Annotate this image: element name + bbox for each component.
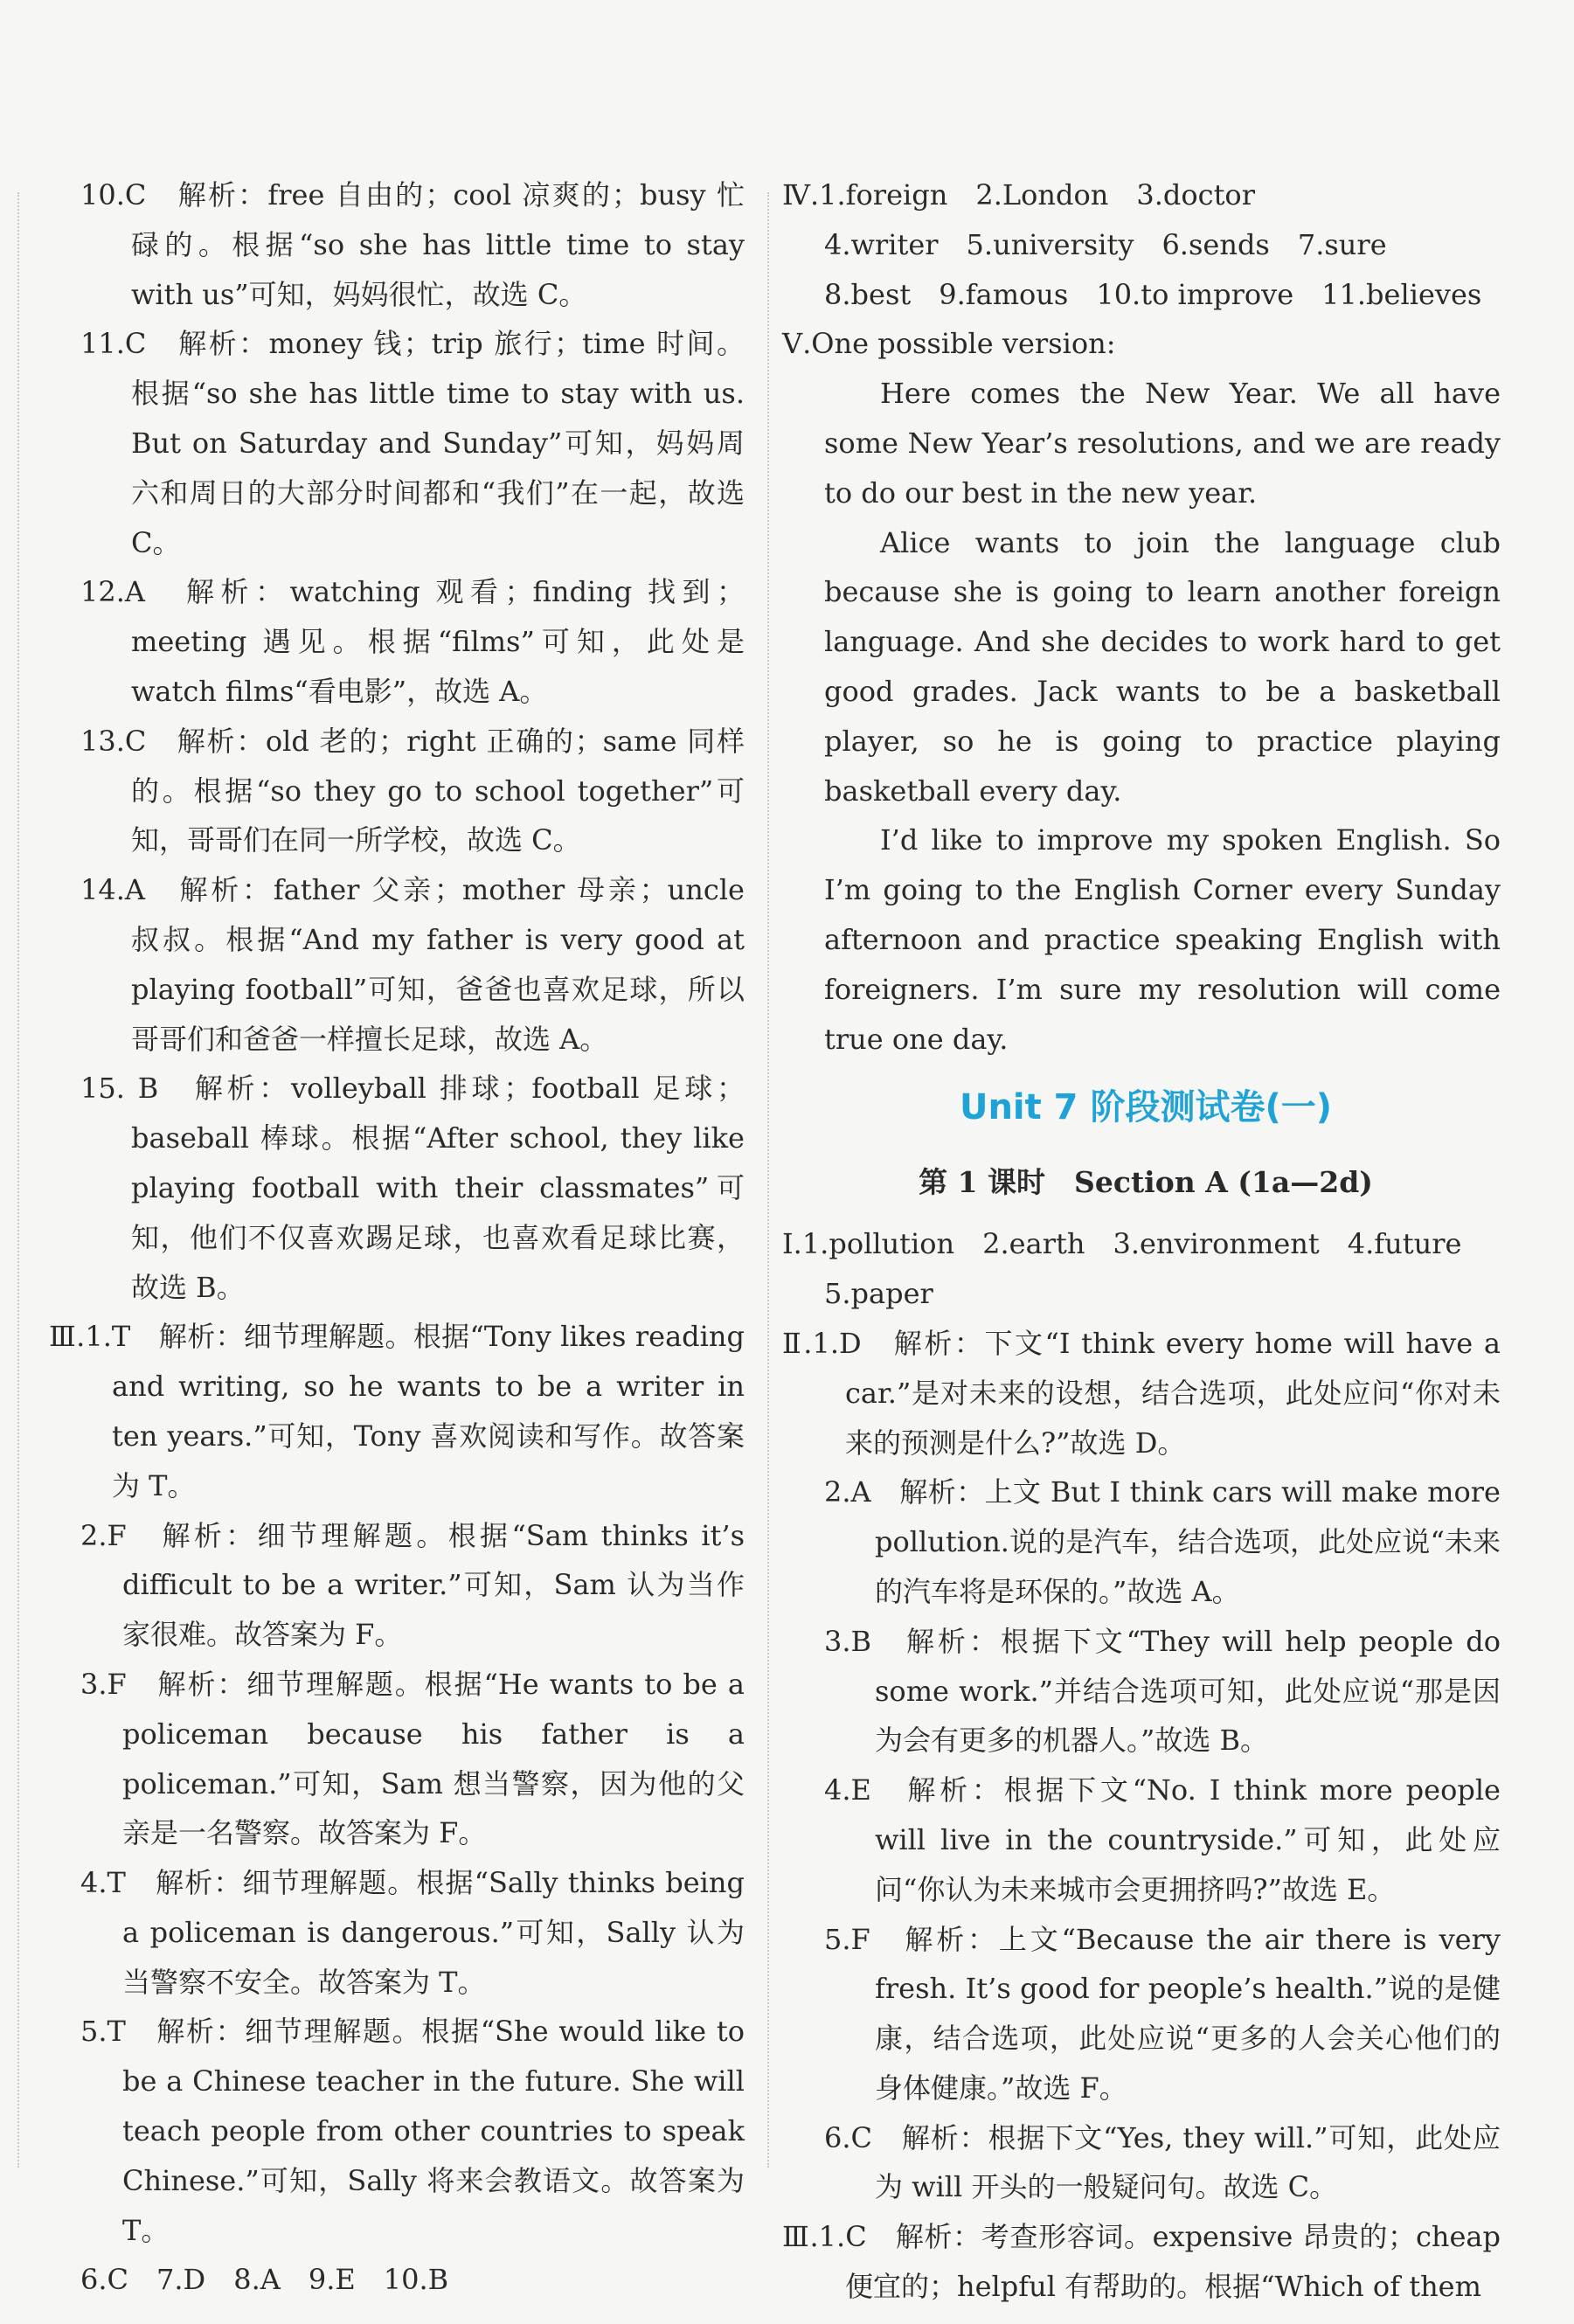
right-column (782, 170, 1501, 2312)
answer-item: Ⅲ.1.T 解析：细节理解题。根据“Tony likes reading and writing, so he wants to be a writer in ten years.”可知，Tony 喜欢阅读和写作。故答案为 T。 (49, 1320, 745, 1502)
answer-item: 3.B 解析：根据下文“They will help people do some work.”并结合选项可知，此处应说“那是因为会有更多的机器人。”故选 B。 (824, 1624, 1501, 1758)
answer-list: 4.writer 5.university 6.sends 7.sure (824, 227, 1387, 261)
lesson-title: 第 1 课时 Section A (1a—2d) (919, 1165, 1373, 1200)
answer-item: 10.C 解析：free 自由的；cool 凉爽的；busy 忙碌的。根据“so she has little time to stay with us”可知，妈妈很忙，故选 C。 (80, 178, 745, 311)
answer-list: Ⅰ.1.pollution 2.earth 3.environment 4.future (782, 1227, 1462, 1261)
essay-paragraph: I’d like to improve my spoken English. So I’m going to the English Corner every Sunday afternoon and practice speaking English with foreigners. I’m sure my resolution will come true one day. (824, 823, 1501, 1056)
answer-item: 15. B 解析：volleyball 排球；football 足球；baseball 棒球。根据“After school, they like playing football with their classmates”可知，他们不仅喜欢踢足球，也喜欢看足球比赛，故选 B。 (80, 1072, 745, 1304)
answer-list: 8.best 9.famous 10.to improve 11.believes (824, 277, 1482, 311)
answer-item: Ⅲ.1.C 解析：考查形容词。expensive 昂贵的；cheap 便宜的；helpful 有帮助的。根据“Which of them (782, 2220, 1501, 2304)
essay-paragraph: Alice wants to join the language club because she is going to learn another foreign language. And she decides to work hard to get good grades. Jack wants to be a basketball player, so he is going to practice playing basketball every day. (824, 525, 1501, 808)
answer-item: 2.F 解析：细节理解题。根据“Sam thinks it’s difficult to be a writer.”可知，Sam 认为当作家很难。故答案为 F。 (80, 1518, 745, 1652)
column-divider (767, 192, 769, 2168)
answer-item: 4.T 解析：细节理解题。根据“Sally thinks being a policeman is dangerous.”可知，Sally 认为当警察不安全。故答案为 T。 (80, 1866, 745, 1999)
answer-item: 11.C 解析：money 钱；trip 旅行；time 时间。根据“so she has little time to stay with us. But on Saturday and Sunday”可知，妈妈周六和周日的大部分时间都和“我们”在一起，故选 C。 (80, 327, 745, 559)
answer-list: 6.C 7.D 8.A 9.E 10.B (80, 2263, 449, 2297)
answer-list: 5.paper (824, 1277, 933, 1311)
answer-item: 3.F 解析：细节理解题。根据“He wants to be a policeman because his father is a policeman.”可知，Sam 想当警察，因为他的父亲是一名警察。故答案为 F。 (80, 1667, 745, 1850)
left-column (49, 170, 745, 2305)
section-label: Ⅴ.One possible version: (782, 327, 1116, 361)
answer-item: 12.A 解析：watching 观看；finding 找到；meeting 遇见。根据“films”可知，此处是 watch films“看电影”，故选 A。 (80, 575, 745, 708)
answer-item: 5.F 解析：上文“Because the air there is very fresh. It’s good for people’s health.”说的是健康，结合选项，此处应说“更多的人会关心他们的身体健康。”故选 F。 (824, 1922, 1501, 2105)
unit-title: Unit 7 阶段测试卷(一) (959, 1087, 1333, 1128)
essay-paragraph: Here comes the New Year. We all have some New Year’s resolutions, and we are ready to do our best in the new year. (824, 377, 1501, 510)
answer-item: 5.T 解析：细节理解题。根据“She would like to be a Chinese teacher in the future. She will teach people from other countries to speak Chinese.”可知，Sally 将来会教语文。故答案为 T。 (80, 2015, 745, 2247)
answer-item: 2.A 解析：上文 But I think cars will make more pollution.说的是汽车，结合选项，此处应说“未来的汽车将是环保的。”故选 A。 (824, 1475, 1501, 1608)
left-margin-rule (17, 192, 19, 2168)
answer-item: Ⅱ.1.D 解析：下文“I think every home will have a car.”是对未来的设想，结合选项，此处应问“你对未来的预测是什么?”故选 D。 (782, 1326, 1501, 1460)
answer-item: 6.C 解析：根据下文“Yes, they will.”可知，此处应为 will 开头的一般疑问句。故选 C。 (824, 2120, 1501, 2204)
answer-item: 13.C 解析：old 老的；right 正确的；same 同样的。根据“so they go to school together”可知，哥哥们在同一所学校，故选 C。 (80, 724, 745, 857)
answer-item: 4.E 解析：根据下文“No. I think more people will live in the countryside.”可知，此处应问“你认为未来城市会更拥挤吗?”故选 E。 (824, 1773, 1501, 1906)
answer-list: Ⅳ.1.foreign 2.London 3.doctor (782, 178, 1255, 212)
answer-item: 14.A 解析：father 父亲；mother 母亲；uncle 叔叔。根据“And my father is very good at playing football”可知，爸爸也喜欢足球，所以哥哥们和爸爸一样擅长足球，故选 A。 (80, 873, 745, 1056)
